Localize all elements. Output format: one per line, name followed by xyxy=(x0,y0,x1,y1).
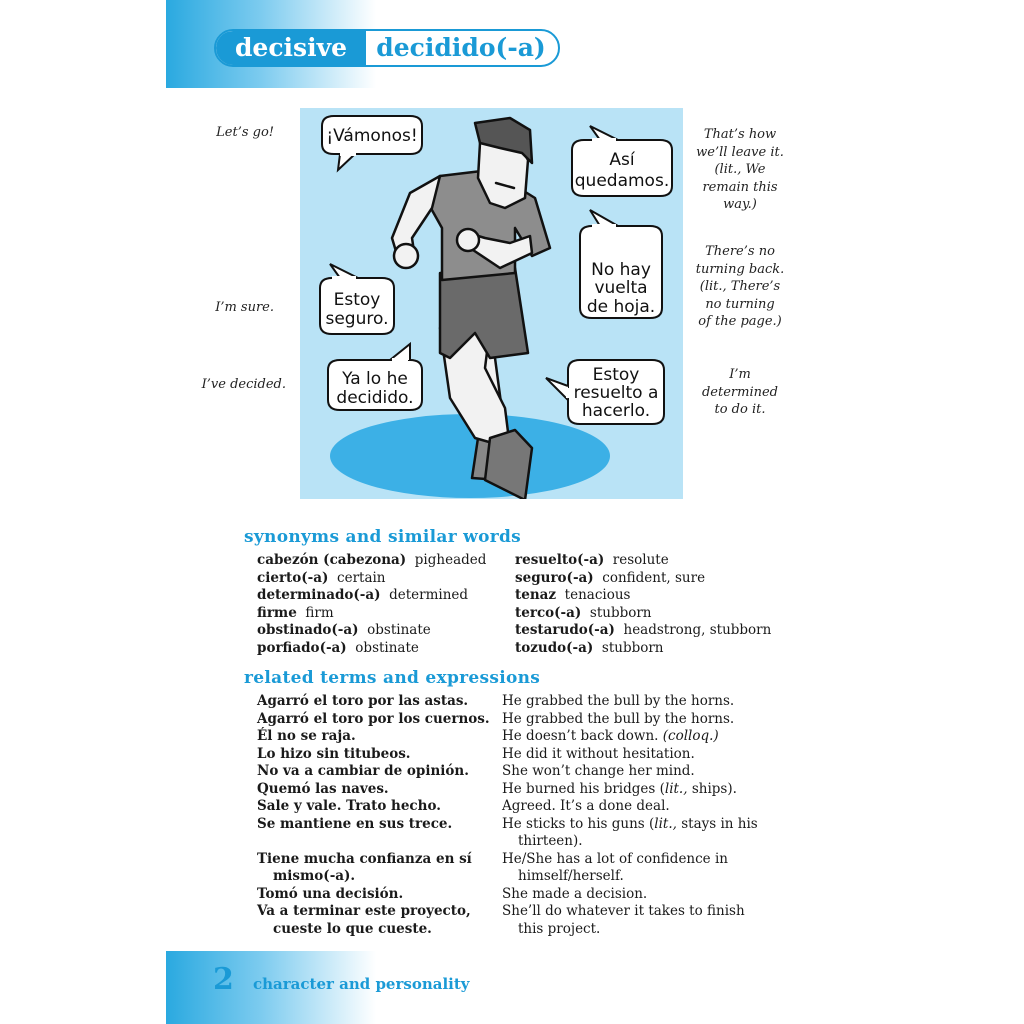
related-en: He/She has a lot of confidence in xyxy=(502,850,728,867)
related-en-cont: this project. xyxy=(518,920,601,937)
related-es: Se mantiene en sus trece. xyxy=(257,815,453,832)
runner-illustration xyxy=(300,108,683,499)
related-es: Tomó una decisión. xyxy=(257,885,404,902)
related-en: She’ll do whatever it takes to finish xyxy=(502,903,745,919)
related-en: Agreed. It’s a done deal. xyxy=(502,798,670,814)
related-en: He doesn’t back down. (colloq.) xyxy=(502,728,719,744)
synonym-item: seguro(-a) confident, sure xyxy=(515,569,706,586)
bubble-asi-line1: Así xyxy=(609,150,635,170)
bubble-nohay-line2: vuelta xyxy=(594,278,648,298)
bubble-resuelto-line2: resuelto a xyxy=(573,383,659,403)
related-en: She made a decision. xyxy=(502,885,648,902)
illustration xyxy=(300,108,683,499)
bubble-asi-line2: quedamos. xyxy=(574,171,670,191)
related-es: Agarró el toro por las astas. xyxy=(257,693,469,709)
synonym-item: tozudo(-a) stubborn xyxy=(515,639,664,656)
related-en: He sticks to his guns (lit., stays in his xyxy=(502,815,758,832)
title-spanish: decidido(-a) xyxy=(376,33,546,62)
bubble-nohay-line1: No hay xyxy=(591,260,651,280)
related-es: Va a terminar este proyecto, xyxy=(257,903,471,919)
related-es: Sale y vale. Trato hecho. xyxy=(257,798,441,814)
bubble-resuelto-line1: Estoy xyxy=(592,365,640,385)
bubble-nohay-line3: de hoja. xyxy=(586,297,656,317)
related-en: He grabbed the bull by the horns. xyxy=(502,693,735,709)
synonym-item: tenaz tenacious xyxy=(515,587,631,603)
gloss-ive-decided: I’ve decided. xyxy=(201,377,286,392)
synonyms-heading: synonyms and similar words xyxy=(244,527,522,547)
related-es: No va a cambiar de opinión. xyxy=(257,763,469,779)
synonym-item: terco(-a) stubborn xyxy=(515,604,652,621)
bubble-seguro-line2: seguro. xyxy=(325,309,389,329)
synonym-item: determinado(-a) determined xyxy=(257,587,469,603)
bubble-yalohe-line1: Ya lo he xyxy=(342,369,408,389)
related-en-cont: himself/herself. xyxy=(518,868,624,884)
synonym-item: obstinado(-a) obstinate xyxy=(257,622,431,638)
synonym-item: testarudo(-a) headstrong, stubborn xyxy=(515,622,772,638)
synonym-item: firme firm xyxy=(257,604,334,621)
related-en: He did it without hesitation. xyxy=(502,745,695,762)
related-spanish-column xyxy=(257,693,497,938)
related-es-cont: mismo(-a). xyxy=(273,868,356,884)
related-es: Lo hizo sin titubeos. xyxy=(257,745,411,762)
gloss-im-sure: I’m sure. xyxy=(215,300,274,315)
bubble-resuelto-line3: hacerlo. xyxy=(581,401,651,421)
title-english: decisive xyxy=(216,31,366,65)
gloss-estoy-resuelto: I’m determined to do it. xyxy=(701,367,779,417)
chapter-title: character and personality xyxy=(253,975,470,993)
synonym-item: resuelto(-a) resolute xyxy=(515,552,669,568)
related-es: Él no se raja. xyxy=(257,728,356,744)
gloss-lets-go: Let’s go! xyxy=(216,125,274,140)
synonym-item: cabezón (cabezona) pigheaded xyxy=(257,552,487,568)
gloss-asi-quedamos: That’s how we’ll leave it. (lit., We remain this way.) xyxy=(696,127,784,212)
related-english-column xyxy=(502,693,782,938)
related-es: Quemó las naves. xyxy=(257,780,389,797)
synonym-item: cierto(-a) certain xyxy=(257,569,386,586)
related-en-cont: thirteen). xyxy=(518,833,583,849)
synonyms-right-column xyxy=(515,552,771,657)
title-pill xyxy=(214,29,560,67)
related-heading: related terms and expressions xyxy=(244,668,541,688)
synonyms-left-column xyxy=(257,552,486,657)
gloss-no-hay-vuelta: There’s no turning back. (lit., There’s no turning of the page.) xyxy=(695,244,785,329)
related-en: He grabbed the bull by the horns. xyxy=(502,710,735,727)
page-number: 2 xyxy=(213,962,234,997)
synonym-item: porfiado(-a) obstinate xyxy=(257,639,419,656)
bubble-seguro-line1: Estoy xyxy=(333,290,381,310)
related-en: He burned his bridges (lit., ships). xyxy=(502,780,737,797)
bubble-vamonos-text: ¡Vámonos! xyxy=(326,126,418,146)
bubble-yalohe-line2: decidido. xyxy=(336,388,414,408)
related-en: She won’t change her mind. xyxy=(502,763,695,779)
related-es-cont: cueste lo que cueste. xyxy=(273,920,432,937)
related-es: Agarró el toro por los cuernos. xyxy=(257,710,490,727)
related-es: Tiene mucha confianza en sí xyxy=(257,850,472,867)
